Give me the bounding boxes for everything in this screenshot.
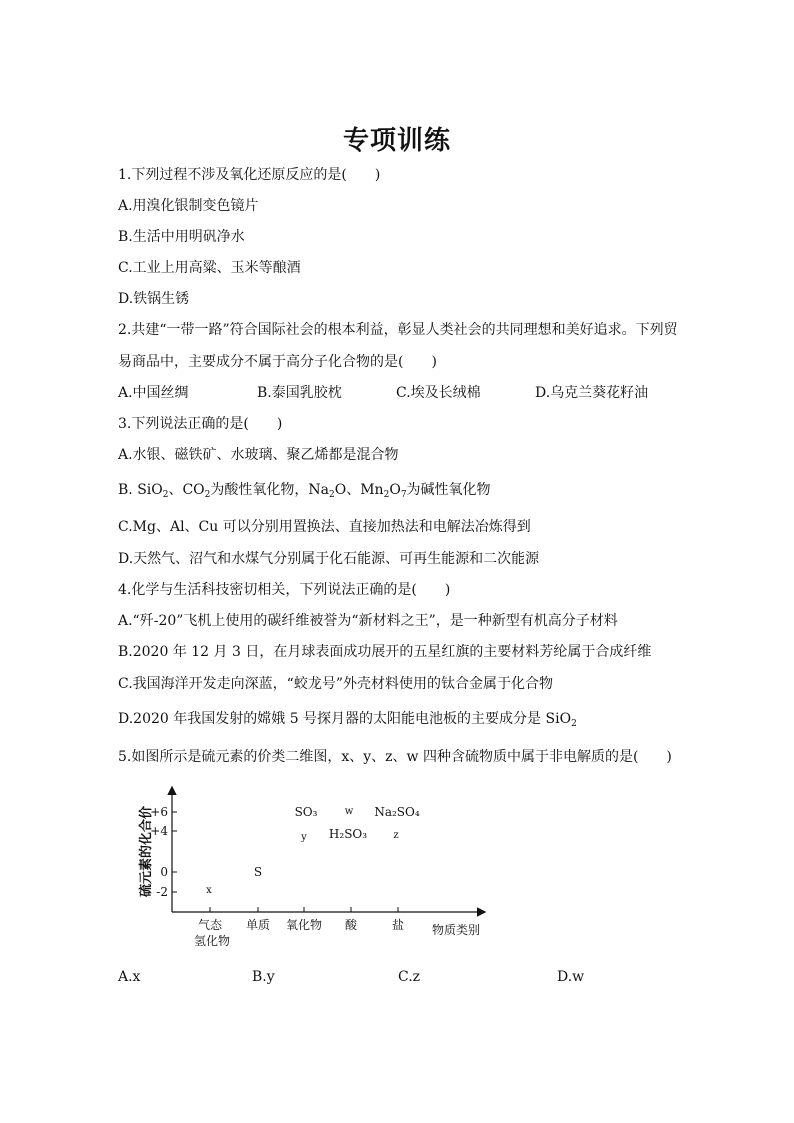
y-tick-label: +6 [150,805,168,819]
q4-option-a: A.“歼-20”飞机上使用的碳纤维被誉为“新材料之王”，是一种新型有机高分子材料 [118,613,618,629]
q4-option-b: B.2020 年 12 月 3 日，在月球表面成功展开的五星红旗的主要材料芳纶属于合成纤维 [118,644,652,660]
y-tick-label: +4 [150,824,168,838]
sulfur-valence-chart [132,780,492,950]
q2-option-c: C.埃及长绒棉 [396,385,481,401]
q4-option-d: D.2020 年我国发射的嫦娥 5 号探月器的太阳能电池板的主要成分是 SiO$_2$ [118,711,577,729]
x-axis-label: 物质类别 [432,923,481,937]
y-tick-label: 0 [160,865,168,879]
q5-stem: 5.如图所示是硫元素的价类二维图，x、y、z、w 四种含硫物质中属于非电解质的是( ) [118,749,672,765]
x-category-label: 单质 [245,918,271,932]
q5-option-b: B.y [252,969,275,985]
chart-point-label: Na₂SO₄ [374,805,420,819]
q4-option-c: C.我国海洋开发走向深蓝，“蛟龙号”外壳材料使用的钛合金属于化合物 [118,676,553,692]
q5-option-d: D.w [557,969,585,985]
q5-option-a: A.x [118,969,141,985]
q3-option-a: A.水银、磁铁矿、水玻璃、聚乙烯都是混合物 [118,447,399,463]
chart-point-label: H₂SO₃ [328,827,368,841]
q2-stem-line1: 2.共建“一带一路”符合国际社会的根本利益，彰显人类社会的共同理想和美好追求。下列贸 [118,322,678,338]
q4-stem: 4.化学与生活科技密切相关，下列说法正确的是( ) [118,582,451,598]
x-category-label: 氧化物 [285,918,323,932]
chart-point-label: y [301,832,307,843]
q2-option-a: A.中国丝绸 [118,385,189,401]
q2-option-d: D.乌克兰葵花籽油 [535,385,649,401]
chart-point-label: w [344,806,354,817]
q3-option-d: D.天然气、沼气和水煤气分别属于化石能源、可再生能源和二次能源 [118,551,540,567]
page-title: 专项训练 [342,126,451,156]
q5-option-c: C.z [398,969,421,985]
chart-point-label: S [253,865,263,879]
q3-option-c: C.Mg、Al、Cu 可以分别用置换法、直接加热法和电解法冶炼得到 [118,519,531,535]
y-axis-label: 硫元素的化合价 [139,805,154,897]
q2-stem-line2: 易商品中，主要成分不属于高分子化合物的是( ) [118,354,437,370]
x-category-label: 酸 [344,918,358,932]
y-tick-label: -2 [156,885,168,899]
q2-option-b: B.泰国乳胶枕 [257,385,342,401]
q3-stem: 3.下列说法正确的是( ) [118,416,283,432]
q1-option-d: D.铁锅生锈 [118,291,190,307]
q1-option-b: B.生活中用明矾净水 [118,229,245,245]
x-category-label: 气态氢化物 [193,918,231,948]
q3-option-b: B. SiO$_2$、$CO_2$为酸性氧化物，$Na_2O$、$Mn_2O_7$为碱性氧化物 [118,482,491,500]
q1-option-c: C.工业上用高粱、玉米等酿酒 [118,260,301,276]
chart-point-label: z [393,830,399,841]
q1-option-a: A.用溴化银制变色镜片 [118,198,259,214]
x-category-label: 盐 [391,918,405,932]
chart-point-label: x [206,885,212,896]
q1-stem: 1.下列过程不涉及氧化还原反应的是( ) [118,167,381,183]
chart-point-label: SO₃ [294,805,318,819]
